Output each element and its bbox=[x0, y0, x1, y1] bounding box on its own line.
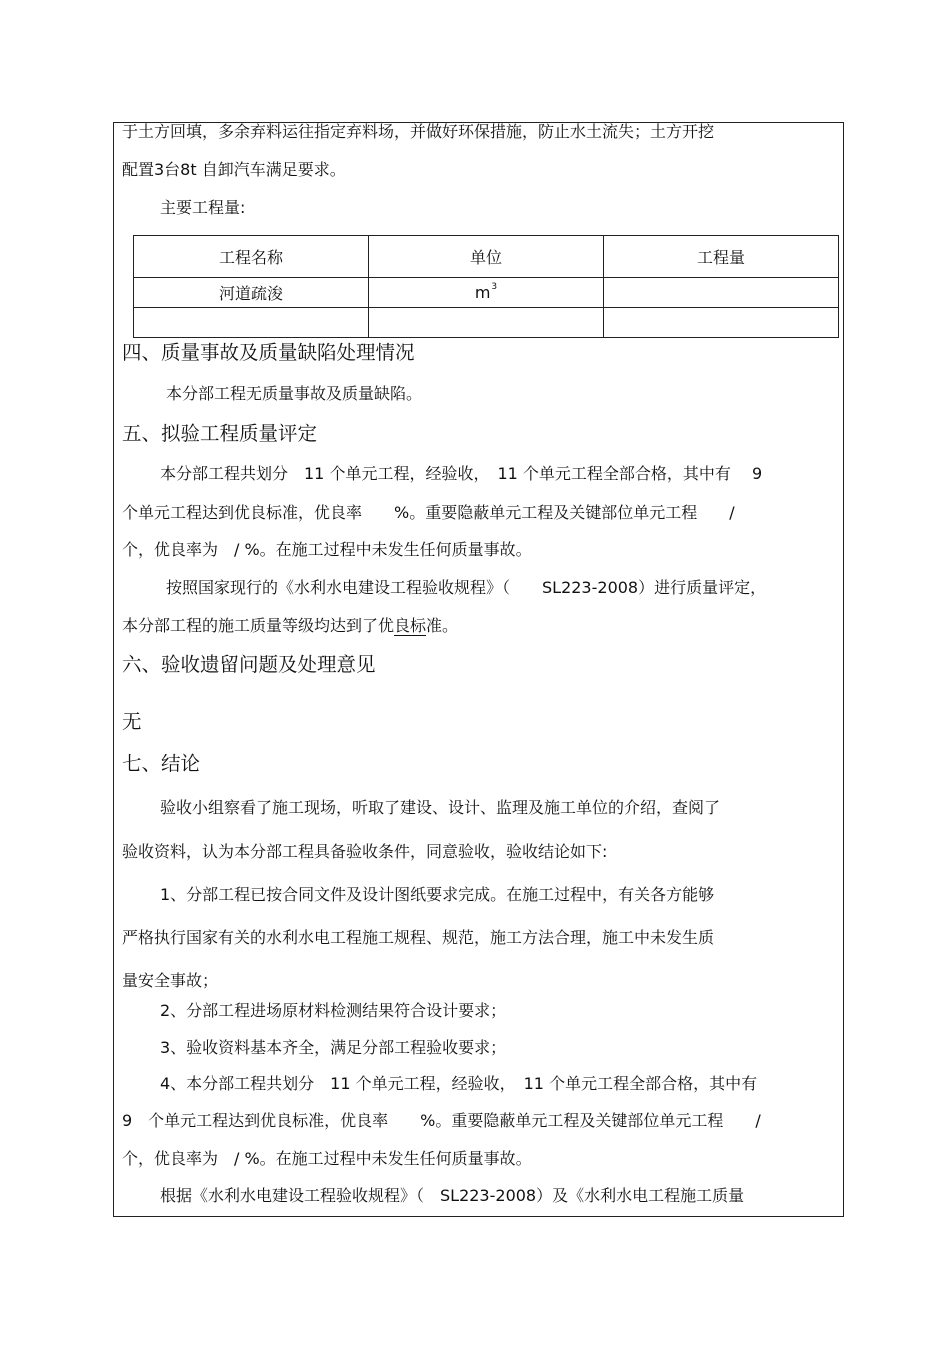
section4-text: 本分部工程无质量事故及质量缺陷。 bbox=[166, 384, 423, 403]
section5-line-5c: 准。 bbox=[426, 616, 459, 635]
table-header-row bbox=[134, 236, 839, 278]
section7-line-3: 1、分部工程已按合同文件及设计图纸要求完成。在施工过程中，有关各方能够 bbox=[160, 885, 715, 904]
section7-line-1: 验收小组察看了施工现场，听取了建设、设计、监理及施工单位的介绍，查阅了 bbox=[160, 798, 721, 817]
header-unit: 单位 bbox=[369, 236, 604, 278]
header-quantity: 工程量 bbox=[604, 236, 839, 278]
cell-unit bbox=[369, 278, 604, 308]
section7-heading: 七、结论 bbox=[122, 752, 201, 775]
quantity-label: 主要工程量: bbox=[160, 198, 246, 217]
section7-line-11: 根据《水利水电建设工程验收规程》（ SL223-2008）及《水利水电工程施工质量 bbox=[160, 1186, 745, 1205]
section4-heading: 四、质量事故及质量缺陷处理情况 bbox=[122, 341, 415, 364]
section7-line-7: 3、验收资料基本齐全，满足分部工程验收要求； bbox=[160, 1038, 507, 1057]
section6-text: 无 bbox=[122, 710, 142, 733]
section7-line-4: 严格执行国家有关的水利水电工程施工规程、规范，施工方法合理，施工中未发生质 bbox=[122, 928, 715, 947]
section5-line-2: 个单元工程达到优良标准，优良率 %。重要隐蔽单元工程及关键部位单元工程 / bbox=[122, 503, 735, 522]
section7-line-2: 验收资料，认为本分部工程具备验收条件，同意验收，验收结论如下: bbox=[122, 842, 608, 861]
cell-name: 河道疏浚 bbox=[134, 278, 369, 308]
section7-line-10: 个，优良率为 / %。在施工过程中未发生任何质量事故。 bbox=[122, 1149, 532, 1168]
table-row bbox=[134, 308, 839, 338]
section5-heading: 五、拟验工程质量评定 bbox=[122, 422, 318, 445]
table-row bbox=[134, 278, 839, 308]
section7-line-9: 9 个单元工程达到优良标准，优良率 %。重要隐蔽单元工程及关键部位单元工程 / bbox=[122, 1111, 761, 1130]
unit-text: m bbox=[474, 283, 491, 302]
section5-line-3: 个，优良率为 / %。在施工过程中未发生任何质量事故。 bbox=[122, 540, 532, 559]
intro-line-1: 于土方回填，多余弃料运往指定弃料场，并做好环保措施，防止水土流失；土方开挖 bbox=[122, 122, 715, 141]
section5-line-4: 按照国家现行的《水利水电建设工程验收规程》（ SL223-2008）进行质量评定， bbox=[166, 578, 767, 597]
intro-line-2: 配置3台8t 自卸汽车满足要求。 bbox=[122, 160, 346, 179]
section7-line-6: 2、分部工程进场原材料检测结果符合设计要求； bbox=[160, 1001, 507, 1020]
cell-name bbox=[134, 308, 369, 338]
section5-line-5a: 本分部工程的施工质量等级均达到了优 bbox=[122, 616, 395, 635]
cell-unit bbox=[369, 308, 604, 338]
unit-superscript: 3 bbox=[491, 282, 498, 292]
section7-line-8: 4、本分部工程共划分 11 个单元工程，经验收， 11 个单元工程全部合格，其中有 bbox=[160, 1074, 758, 1093]
cell-quantity bbox=[604, 308, 839, 338]
cell-quantity bbox=[604, 278, 839, 308]
section5-line-5 bbox=[122, 615, 458, 637]
underlined-text: 良标 bbox=[394, 616, 427, 635]
header-name: 工程名称 bbox=[134, 236, 369, 278]
quantity-table bbox=[133, 235, 839, 338]
section5-line-1: 本分部工程共划分 11 个单元工程，经验收， 11 个单元工程全部合格，其中有 9 bbox=[160, 464, 763, 483]
section6-heading: 六、验收遗留问题及处理意见 bbox=[122, 653, 376, 676]
section7-line-5: 量安全事故； bbox=[122, 971, 219, 990]
